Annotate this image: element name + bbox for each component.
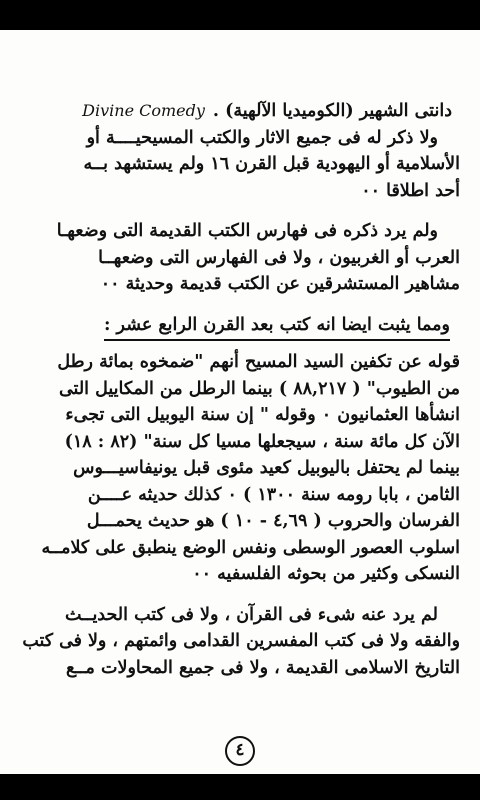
text-line: والفقه ولا فى كتب المفسرين القدامى وائمتهم ، ولا فى كتب	[22, 631, 461, 651]
text-line: مشاهير المستشرقين عن الكتب قديمة وحديثة ٠٠	[100, 274, 460, 294]
text-line: الثامن ، بابا رومه سنة ١٣٠٠ ) ٠ كذلك حديثه عــــن	[87, 484, 460, 505]
title-english: Divine Comedy	[82, 101, 205, 120]
text-line: انشأها العثمانيون ٠ وقوله " إن سنة اليوبيل التى تجىء	[65, 405, 460, 425]
title-line	[22, 98, 452, 125]
text-line: لم يرد عنه شىء فى القرآن ، ولا فى كتب الحديــث	[65, 604, 438, 625]
text-line: ولم يرد ذكره فى فهارس الكتب القديمة التى وضعهـا	[56, 221, 438, 241]
section-heading: ومما يثبت ايضا انه كتب بعد القرن الرابع عشر :	[104, 312, 450, 342]
text-line: النسكى وكثير من بحوثه الفلسفيه ٠٠	[192, 564, 460, 584]
text-line: اسلوب العصور الوسطى ونفس الوضع ينطبق على كلامــه	[41, 537, 460, 558]
text-line: ولا ذكر له فى جميع الاثار والكتب المسيحيــــة أو	[86, 127, 438, 148]
paragraph-1	[22, 125, 460, 205]
page-number: ٤	[225, 736, 255, 766]
text-line: العرب أو الغربيون ، ولا فى الفهارس التى وضعهــا	[98, 247, 460, 268]
text-line: من الطيوب" ( ٨٨,٢١٧ ) بينما الرطل من المكاييل التى	[58, 378, 460, 399]
text-line: أحد اطلاقا ٠٠	[361, 180, 460, 201]
text-line: الأسلامية أو اليهودية قبل القرن ١٦ ولم يستشهد بــه	[83, 154, 460, 174]
book-page	[0, 30, 480, 774]
text-line: الفرسان والحروب ( ٤,٦٩ - ١٠ ) هو حديث يحمـــل	[86, 511, 460, 531]
text-line: الآن كل مائة سنة ، سيجعلها مسيا كل سنة" (٨٢ : ١٨)	[64, 431, 460, 452]
text-line: قوله عن تكفين السيد المسيح أنهم "ضمخوه بمائة رطل	[57, 352, 460, 372]
section-heading-wrap	[22, 312, 460, 350]
text-line: بينما لم يحتفل باليوبيل كعيد مئوى قبل يونيفاسيـــوس	[73, 458, 460, 478]
paragraph-3	[22, 349, 460, 588]
paragraph-2	[22, 218, 460, 298]
page-text	[22, 98, 460, 695]
paragraph-4	[22, 602, 460, 682]
title-arabic: دانتى الشهير (الكوميديا الآلهية) .	[212, 101, 452, 121]
text-line: التاريخ الاسلامى القديمة ، ولا فى جميع المحاولات مــع	[65, 657, 460, 678]
